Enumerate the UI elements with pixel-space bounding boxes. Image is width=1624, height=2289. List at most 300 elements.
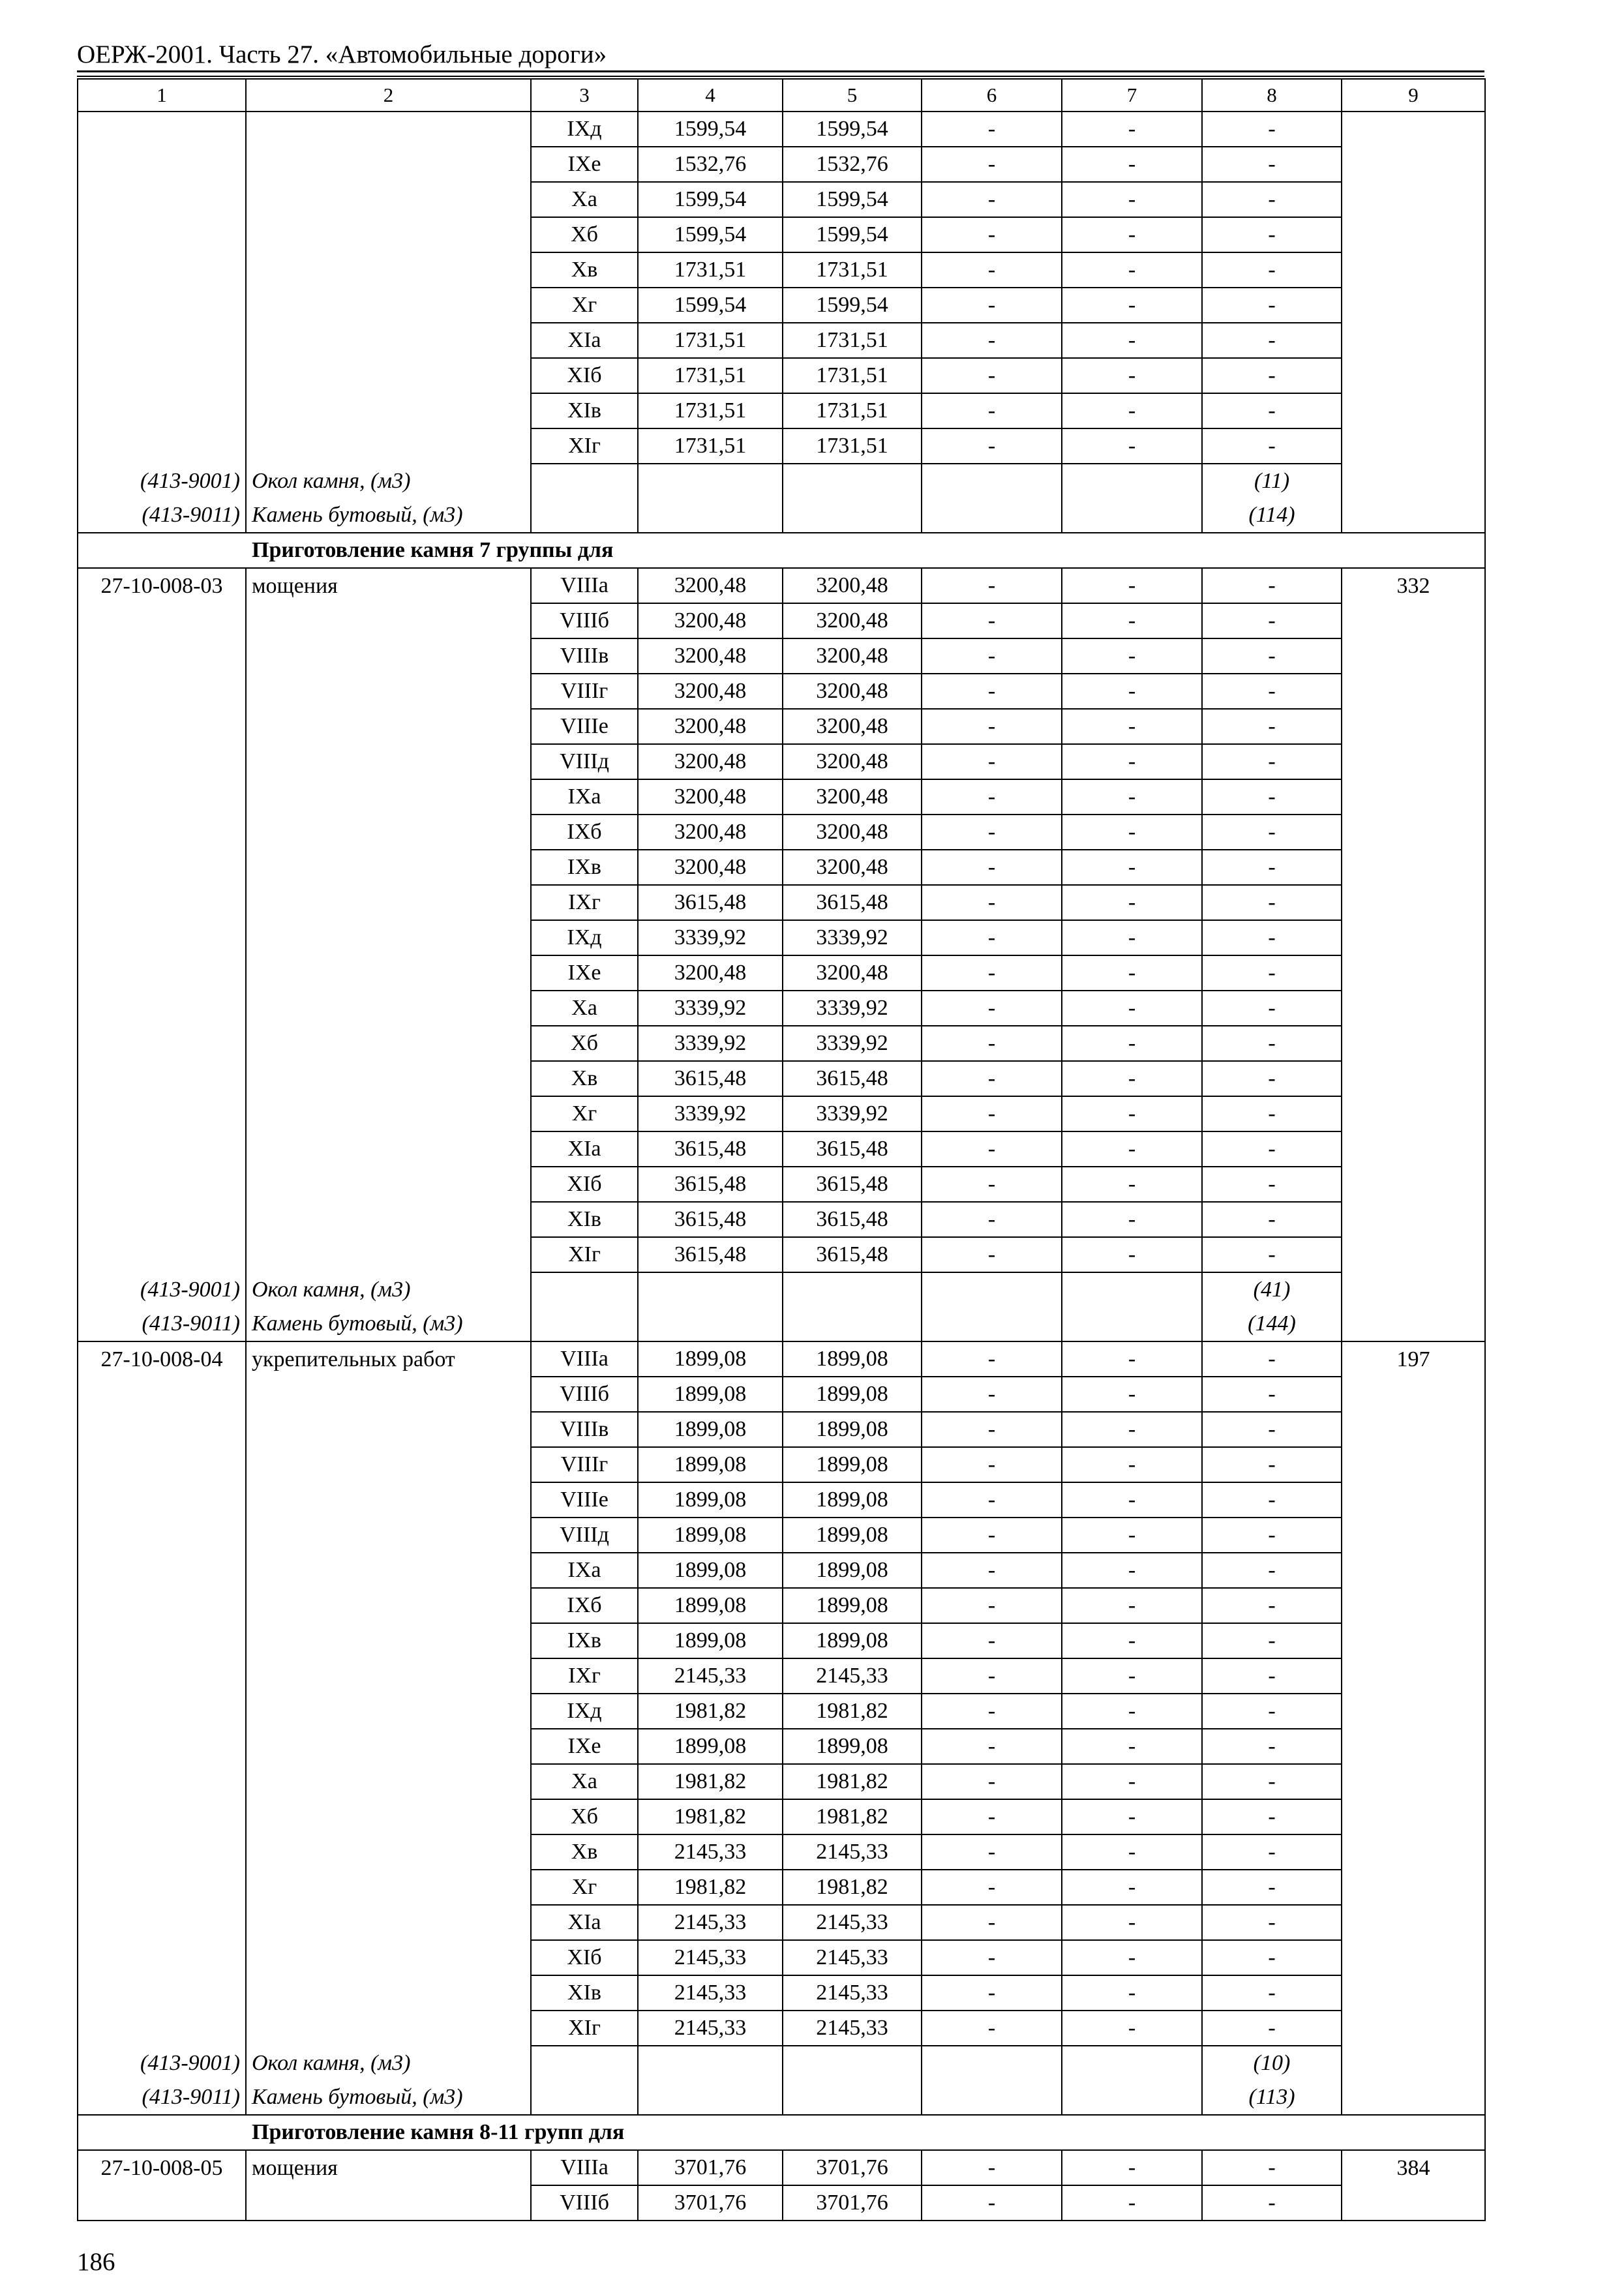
rate-name <box>246 1447 531 1482</box>
value-col-5: 1731,51 <box>783 252 922 288</box>
value-col-6: - <box>922 744 1062 779</box>
rate-name <box>246 1799 531 1834</box>
rate-code <box>78 112 246 147</box>
value-col-6: - <box>922 147 1062 182</box>
total-value <box>1342 1412 1485 1447</box>
soil-grade: Xв <box>531 252 638 288</box>
rate-code <box>78 1026 246 1061</box>
value-col-4: 1899,08 <box>638 1482 783 1518</box>
value-col-5: 1599,54 <box>783 288 922 323</box>
value-col-4: 3339,92 <box>638 991 783 1026</box>
value-col-7: - <box>1062 1799 1202 1834</box>
rate-code <box>78 779 246 815</box>
table-row <box>78 112 1485 147</box>
rate-name <box>246 920 531 955</box>
rate-code <box>78 850 246 885</box>
value-col-8: - <box>1202 779 1342 815</box>
page-header-title: ОЕРЖ-2001. Часть 27. «Автомобильные дороги» <box>77 40 607 68</box>
value-col-5 <box>783 1272 922 1307</box>
value-col-6 <box>922 2046 1062 2080</box>
table-row <box>78 147 1485 182</box>
value-col-5: 3339,92 <box>783 991 922 1026</box>
value-col-8: - <box>1202 1412 1342 1447</box>
total-value <box>1342 323 1485 358</box>
rate-code <box>78 709 246 744</box>
value-col-7: - <box>1062 779 1202 815</box>
total-value <box>1342 885 1485 920</box>
rate-name <box>246 955 531 991</box>
soil-grade: IXе <box>531 955 638 991</box>
value-col-7 <box>1062 1307 1202 1341</box>
value-col-4: 3200,48 <box>638 744 783 779</box>
soil-grade <box>531 464 638 498</box>
value-col-5: 2145,33 <box>783 1834 922 1870</box>
value-col-8: - <box>1202 1377 1342 1412</box>
table-row <box>78 1870 1485 1905</box>
value-col-7: - <box>1062 1131 1202 1167</box>
soil-grade: VIIIв <box>531 638 638 674</box>
rate-code <box>78 1553 246 1588</box>
value-col-4: 1731,51 <box>638 252 783 288</box>
rate-code <box>78 217 246 252</box>
column-header: 7 <box>1062 79 1202 112</box>
value-col-5: 1731,51 <box>783 428 922 464</box>
value-col-8: - <box>1202 850 1342 885</box>
rate-name <box>246 779 531 815</box>
soil-grade: IXв <box>531 1623 638 1658</box>
value-col-5: 2145,33 <box>783 1658 922 1694</box>
value-col-4: 2145,33 <box>638 1834 783 1870</box>
table-row <box>78 920 1485 955</box>
rate-code <box>78 674 246 709</box>
table-row <box>78 1834 1485 1870</box>
value-col-4: 3701,76 <box>638 2150 783 2185</box>
section-spacer <box>78 2115 246 2150</box>
value-col-8: - <box>1202 638 1342 674</box>
value-col-5: 3200,48 <box>783 955 922 991</box>
value-col-6: - <box>922 674 1062 709</box>
total-value <box>1342 2046 1485 2080</box>
rate-code <box>78 428 246 464</box>
value-col-8: - <box>1202 393 1342 428</box>
rate-name <box>246 252 531 288</box>
value-col-6: - <box>922 991 1062 1026</box>
rate-code <box>78 288 246 323</box>
total-value <box>1342 1975 1485 2011</box>
value-col-4: 3200,48 <box>638 568 783 603</box>
value-col-7: - <box>1062 1167 1202 1202</box>
value-col-5: 1899,08 <box>783 1518 922 1553</box>
total-value: 384 <box>1342 2150 1485 2185</box>
table-row <box>78 428 1485 464</box>
soil-grade <box>531 1272 638 1307</box>
rate-code <box>78 252 246 288</box>
rate-name <box>246 1658 531 1694</box>
rate-code <box>78 1729 246 1764</box>
value-col-4: 3615,48 <box>638 1131 783 1167</box>
rate-code <box>78 1694 246 1729</box>
rate-name <box>246 1482 531 1518</box>
soil-grade: IXа <box>531 1553 638 1588</box>
soil-grade: IXд <box>531 1694 638 1729</box>
soil-grade: VIIIб <box>531 1377 638 1412</box>
total-value <box>1342 1870 1485 1905</box>
rate-name <box>246 323 531 358</box>
column-header: 3 <box>531 79 638 112</box>
value-col-8: - <box>1202 674 1342 709</box>
table-row <box>78 1729 1485 1764</box>
rate-name <box>246 1553 531 1588</box>
rate-name <box>246 1167 531 1202</box>
total-value <box>1342 1307 1485 1341</box>
rate-code <box>78 744 246 779</box>
soil-grade: IXд <box>531 112 638 147</box>
soil-grade: VIIIд <box>531 744 638 779</box>
total-value <box>1342 815 1485 850</box>
value-col-6: - <box>922 568 1062 603</box>
table-row <box>78 182 1485 217</box>
value-col-4: 3339,92 <box>638 1026 783 1061</box>
value-col-4: 3200,48 <box>638 674 783 709</box>
rate-code <box>78 991 246 1026</box>
value-col-6: - <box>922 2011 1062 2046</box>
value-col-8: - <box>1202 1940 1342 1975</box>
value-col-6: - <box>922 1447 1062 1482</box>
rate-code <box>78 1658 246 1694</box>
total-value <box>1342 112 1485 147</box>
soil-grade: XIа <box>531 323 638 358</box>
value-col-4: 1899,08 <box>638 1729 783 1764</box>
value-col-5: 1899,08 <box>783 1553 922 1588</box>
table-row <box>78 1237 1485 1272</box>
rate-code <box>78 815 246 850</box>
rate-code <box>78 1482 246 1518</box>
total-value: 332 <box>1342 568 1485 603</box>
value-col-6: - <box>922 2185 1062 2221</box>
soil-grade: Xб <box>531 1026 638 1061</box>
value-col-8: - <box>1202 112 1342 147</box>
value-col-6: - <box>922 1202 1062 1237</box>
total-value <box>1342 2185 1485 2221</box>
resource-code: (413-9011) <box>78 1307 246 1341</box>
total-value <box>1342 498 1485 533</box>
value-col-8: - <box>1202 182 1342 217</box>
soil-grade: VIIIа <box>531 1341 638 1377</box>
value-col-6: - <box>922 1026 1062 1061</box>
value-col-4: 1899,08 <box>638 1412 783 1447</box>
value-col-4: 3615,48 <box>638 1237 783 1272</box>
table-row <box>78 1588 1485 1623</box>
value-col-5: 3200,48 <box>783 603 922 638</box>
soil-grade: Xв <box>531 1834 638 1870</box>
value-col-7: - <box>1062 1237 1202 1272</box>
table-row <box>78 1167 1485 1202</box>
rate-code <box>78 147 246 182</box>
table-row <box>78 1447 1485 1482</box>
value-col-8: - <box>1202 991 1342 1026</box>
table-row <box>78 779 1485 815</box>
total-value <box>1342 1834 1485 1870</box>
value-col-8: - <box>1202 1658 1342 1694</box>
value-col-6: - <box>922 428 1062 464</box>
value-col-6: - <box>922 1341 1062 1377</box>
value-col-8: - <box>1202 603 1342 638</box>
total-value <box>1342 850 1485 885</box>
value-col-4: 3339,92 <box>638 1096 783 1131</box>
value-col-7: - <box>1062 1834 1202 1870</box>
value-col-8: - <box>1202 288 1342 323</box>
soil-grade: IXб <box>531 1588 638 1623</box>
value-col-8: - <box>1202 885 1342 920</box>
value-col-7: - <box>1062 955 1202 991</box>
resource-row <box>78 2080 1485 2115</box>
value-col-6: - <box>922 1131 1062 1167</box>
value-col-6: - <box>922 1834 1062 1870</box>
value-col-5: 1981,82 <box>783 1764 922 1799</box>
value-col-5 <box>783 464 922 498</box>
table-row <box>78 1341 1485 1377</box>
value-col-7: - <box>1062 217 1202 252</box>
rate-name <box>246 147 531 182</box>
value-col-6: - <box>922 1237 1062 1272</box>
value-col-8: - <box>1202 744 1342 779</box>
total-value <box>1342 1061 1485 1096</box>
value-col-7: - <box>1062 1447 1202 1482</box>
rate-name <box>246 1518 531 1553</box>
total-value <box>1342 1658 1485 1694</box>
value-col-5: 1899,08 <box>783 1482 922 1518</box>
rate-name <box>246 1377 531 1412</box>
soil-grade: XIг <box>531 1237 638 1272</box>
value-col-8: - <box>1202 1518 1342 1553</box>
value-col-4: 1981,82 <box>638 1764 783 1799</box>
table-row <box>78 2185 1485 2221</box>
total-value: 197 <box>1342 1341 1485 1377</box>
rate-name <box>246 1764 531 1799</box>
total-value <box>1342 779 1485 815</box>
rate-name <box>246 815 531 850</box>
value-col-4: 1981,82 <box>638 1870 783 1905</box>
rate-code <box>78 1237 246 1272</box>
column-header: 5 <box>783 79 922 112</box>
soil-grade: XIб <box>531 358 638 393</box>
value-col-6: - <box>922 2150 1062 2185</box>
value-col-7: - <box>1062 1341 1202 1377</box>
value-col-7: - <box>1062 815 1202 850</box>
resource-row <box>78 2046 1485 2080</box>
value-col-4: 2145,33 <box>638 1975 783 2011</box>
rate-code: 27-10-008-05 <box>78 2150 246 2185</box>
value-col-7: - <box>1062 674 1202 709</box>
value-col-8: - <box>1202 428 1342 464</box>
soil-grade: Xг <box>531 288 638 323</box>
soil-grade: Xб <box>531 1799 638 1834</box>
value-col-7: - <box>1062 393 1202 428</box>
value-col-7: - <box>1062 1096 1202 1131</box>
value-col-6: - <box>922 1061 1062 1096</box>
column-header: 1 <box>78 79 246 112</box>
value-col-5: 1981,82 <box>783 1870 922 1905</box>
rate-code <box>78 182 246 217</box>
table-row <box>78 1518 1485 1553</box>
rate-name <box>246 1412 531 1447</box>
soil-grade: IXе <box>531 1729 638 1764</box>
column-header: 6 <box>922 79 1062 112</box>
value-col-6: - <box>922 1694 1062 1729</box>
value-col-5: 1731,51 <box>783 358 922 393</box>
value-col-7: - <box>1062 2150 1202 2185</box>
value-col-6: - <box>922 288 1062 323</box>
table-row <box>78 1553 1485 1588</box>
value-col-4: 1532,76 <box>638 147 783 182</box>
soil-grade: XIа <box>531 1131 638 1167</box>
value-col-6: - <box>922 920 1062 955</box>
value-col-4: 1599,54 <box>638 288 783 323</box>
resource-name: Окол камня, (м3) <box>246 464 531 498</box>
value-col-4: 3615,48 <box>638 1167 783 1202</box>
rate-name <box>246 1975 531 2011</box>
section-title: Приготовление камня 8-11 групп для <box>246 2115 1485 2150</box>
total-value <box>1342 1553 1485 1588</box>
column-header: 9 <box>1342 79 1485 112</box>
value-col-7: - <box>1062 1026 1202 1061</box>
rate-name <box>246 885 531 920</box>
soil-grade: IXг <box>531 1658 638 1694</box>
value-col-8: - <box>1202 1131 1342 1167</box>
value-col-8: - <box>1202 1764 1342 1799</box>
soil-grade: XIв <box>531 1975 638 2011</box>
value-col-5: 1599,54 <box>783 112 922 147</box>
value-col-5 <box>783 2080 922 2115</box>
value-col-8: - <box>1202 1167 1342 1202</box>
rate-code <box>78 323 246 358</box>
rates-table <box>77 78 1486 2221</box>
value-col-4 <box>638 464 783 498</box>
value-col-4: 1981,82 <box>638 1799 783 1834</box>
soil-grade: VIIIа <box>531 568 638 603</box>
total-value <box>1342 920 1485 955</box>
value-col-7: - <box>1062 358 1202 393</box>
table-row <box>78 1202 1485 1237</box>
value-col-5: 3339,92 <box>783 920 922 955</box>
value-col-6: - <box>922 323 1062 358</box>
value-col-4 <box>638 498 783 533</box>
soil-grade: IXб <box>531 815 638 850</box>
value-col-7: - <box>1062 1553 1202 1588</box>
value-col-4 <box>638 2080 783 2115</box>
value-col-8: - <box>1202 1975 1342 2011</box>
rate-name <box>246 991 531 1026</box>
resource-name: Окол камня, (м3) <box>246 2046 531 2080</box>
value-col-8: - <box>1202 1588 1342 1623</box>
soil-grade: IXа <box>531 779 638 815</box>
value-col-6: - <box>922 1096 1062 1131</box>
value-col-4: 3200,48 <box>638 815 783 850</box>
table-row <box>78 1975 1485 2011</box>
total-value <box>1342 744 1485 779</box>
rate-name <box>246 1694 531 1729</box>
resource-code: (413-9011) <box>78 2080 246 2115</box>
rate-name <box>246 709 531 744</box>
total-value <box>1342 217 1485 252</box>
table-row <box>78 252 1485 288</box>
total-value <box>1342 1026 1485 1061</box>
value-col-8: - <box>1202 1729 1342 1764</box>
soil-grade: XIб <box>531 1940 638 1975</box>
value-col-6: - <box>922 779 1062 815</box>
value-col-4: 1981,82 <box>638 1694 783 1729</box>
value-col-8: - <box>1202 1905 1342 1940</box>
value-col-8: - <box>1202 358 1342 393</box>
resource-row <box>78 1307 1485 1341</box>
value-col-7: - <box>1062 850 1202 885</box>
table-row <box>78 1412 1485 1447</box>
value-col-7: - <box>1062 744 1202 779</box>
rate-code <box>78 920 246 955</box>
soil-grade: IXе <box>531 147 638 182</box>
value-col-5: 2145,33 <box>783 1940 922 1975</box>
rate-name <box>246 288 531 323</box>
table-row <box>78 955 1485 991</box>
value-col-5: 1731,51 <box>783 393 922 428</box>
rate-code <box>78 638 246 674</box>
rate-code <box>78 1870 246 1905</box>
value-col-6: - <box>922 709 1062 744</box>
rate-code <box>78 1623 246 1658</box>
value-col-5: 1599,54 <box>783 217 922 252</box>
value-col-5: 1899,08 <box>783 1447 922 1482</box>
value-col-5: 1731,51 <box>783 323 922 358</box>
table-row <box>78 1131 1485 1167</box>
value-col-6: - <box>922 1799 1062 1834</box>
value-col-6: - <box>922 1658 1062 1694</box>
value-col-5: 3615,48 <box>783 885 922 920</box>
rate-name <box>246 1202 531 1237</box>
value-col-5: 1899,08 <box>783 1588 922 1623</box>
soil-grade: Xг <box>531 1096 638 1131</box>
table-row <box>78 1377 1485 1412</box>
value-col-8: - <box>1202 1237 1342 1272</box>
value-col-8: - <box>1202 1799 1342 1834</box>
value-col-8: - <box>1202 217 1342 252</box>
total-value <box>1342 1482 1485 1518</box>
soil-grade: XIб <box>531 1167 638 1202</box>
rate-name <box>246 393 531 428</box>
rate-name <box>246 603 531 638</box>
table-row <box>78 1694 1485 1729</box>
value-col-8: (11) <box>1202 464 1342 498</box>
value-col-8: - <box>1202 323 1342 358</box>
table-row <box>78 288 1485 323</box>
table-row <box>78 709 1485 744</box>
table-row <box>78 1658 1485 1694</box>
table-row <box>78 1096 1485 1131</box>
value-col-8: (114) <box>1202 498 1342 533</box>
table-row <box>78 744 1485 779</box>
value-col-6: - <box>922 1518 1062 1553</box>
value-col-8: (10) <box>1202 2046 1342 2080</box>
value-col-8: - <box>1202 1202 1342 1237</box>
table-row <box>78 1905 1485 1940</box>
value-col-6 <box>922 1307 1062 1341</box>
value-col-5: 2145,33 <box>783 1975 922 2011</box>
rate-name: укрепительных работ <box>246 1341 531 1377</box>
rate-code <box>78 885 246 920</box>
value-col-6: - <box>922 1482 1062 1518</box>
value-col-7: - <box>1062 1623 1202 1658</box>
value-col-6: - <box>922 1377 1062 1412</box>
column-header: 2 <box>246 79 531 112</box>
